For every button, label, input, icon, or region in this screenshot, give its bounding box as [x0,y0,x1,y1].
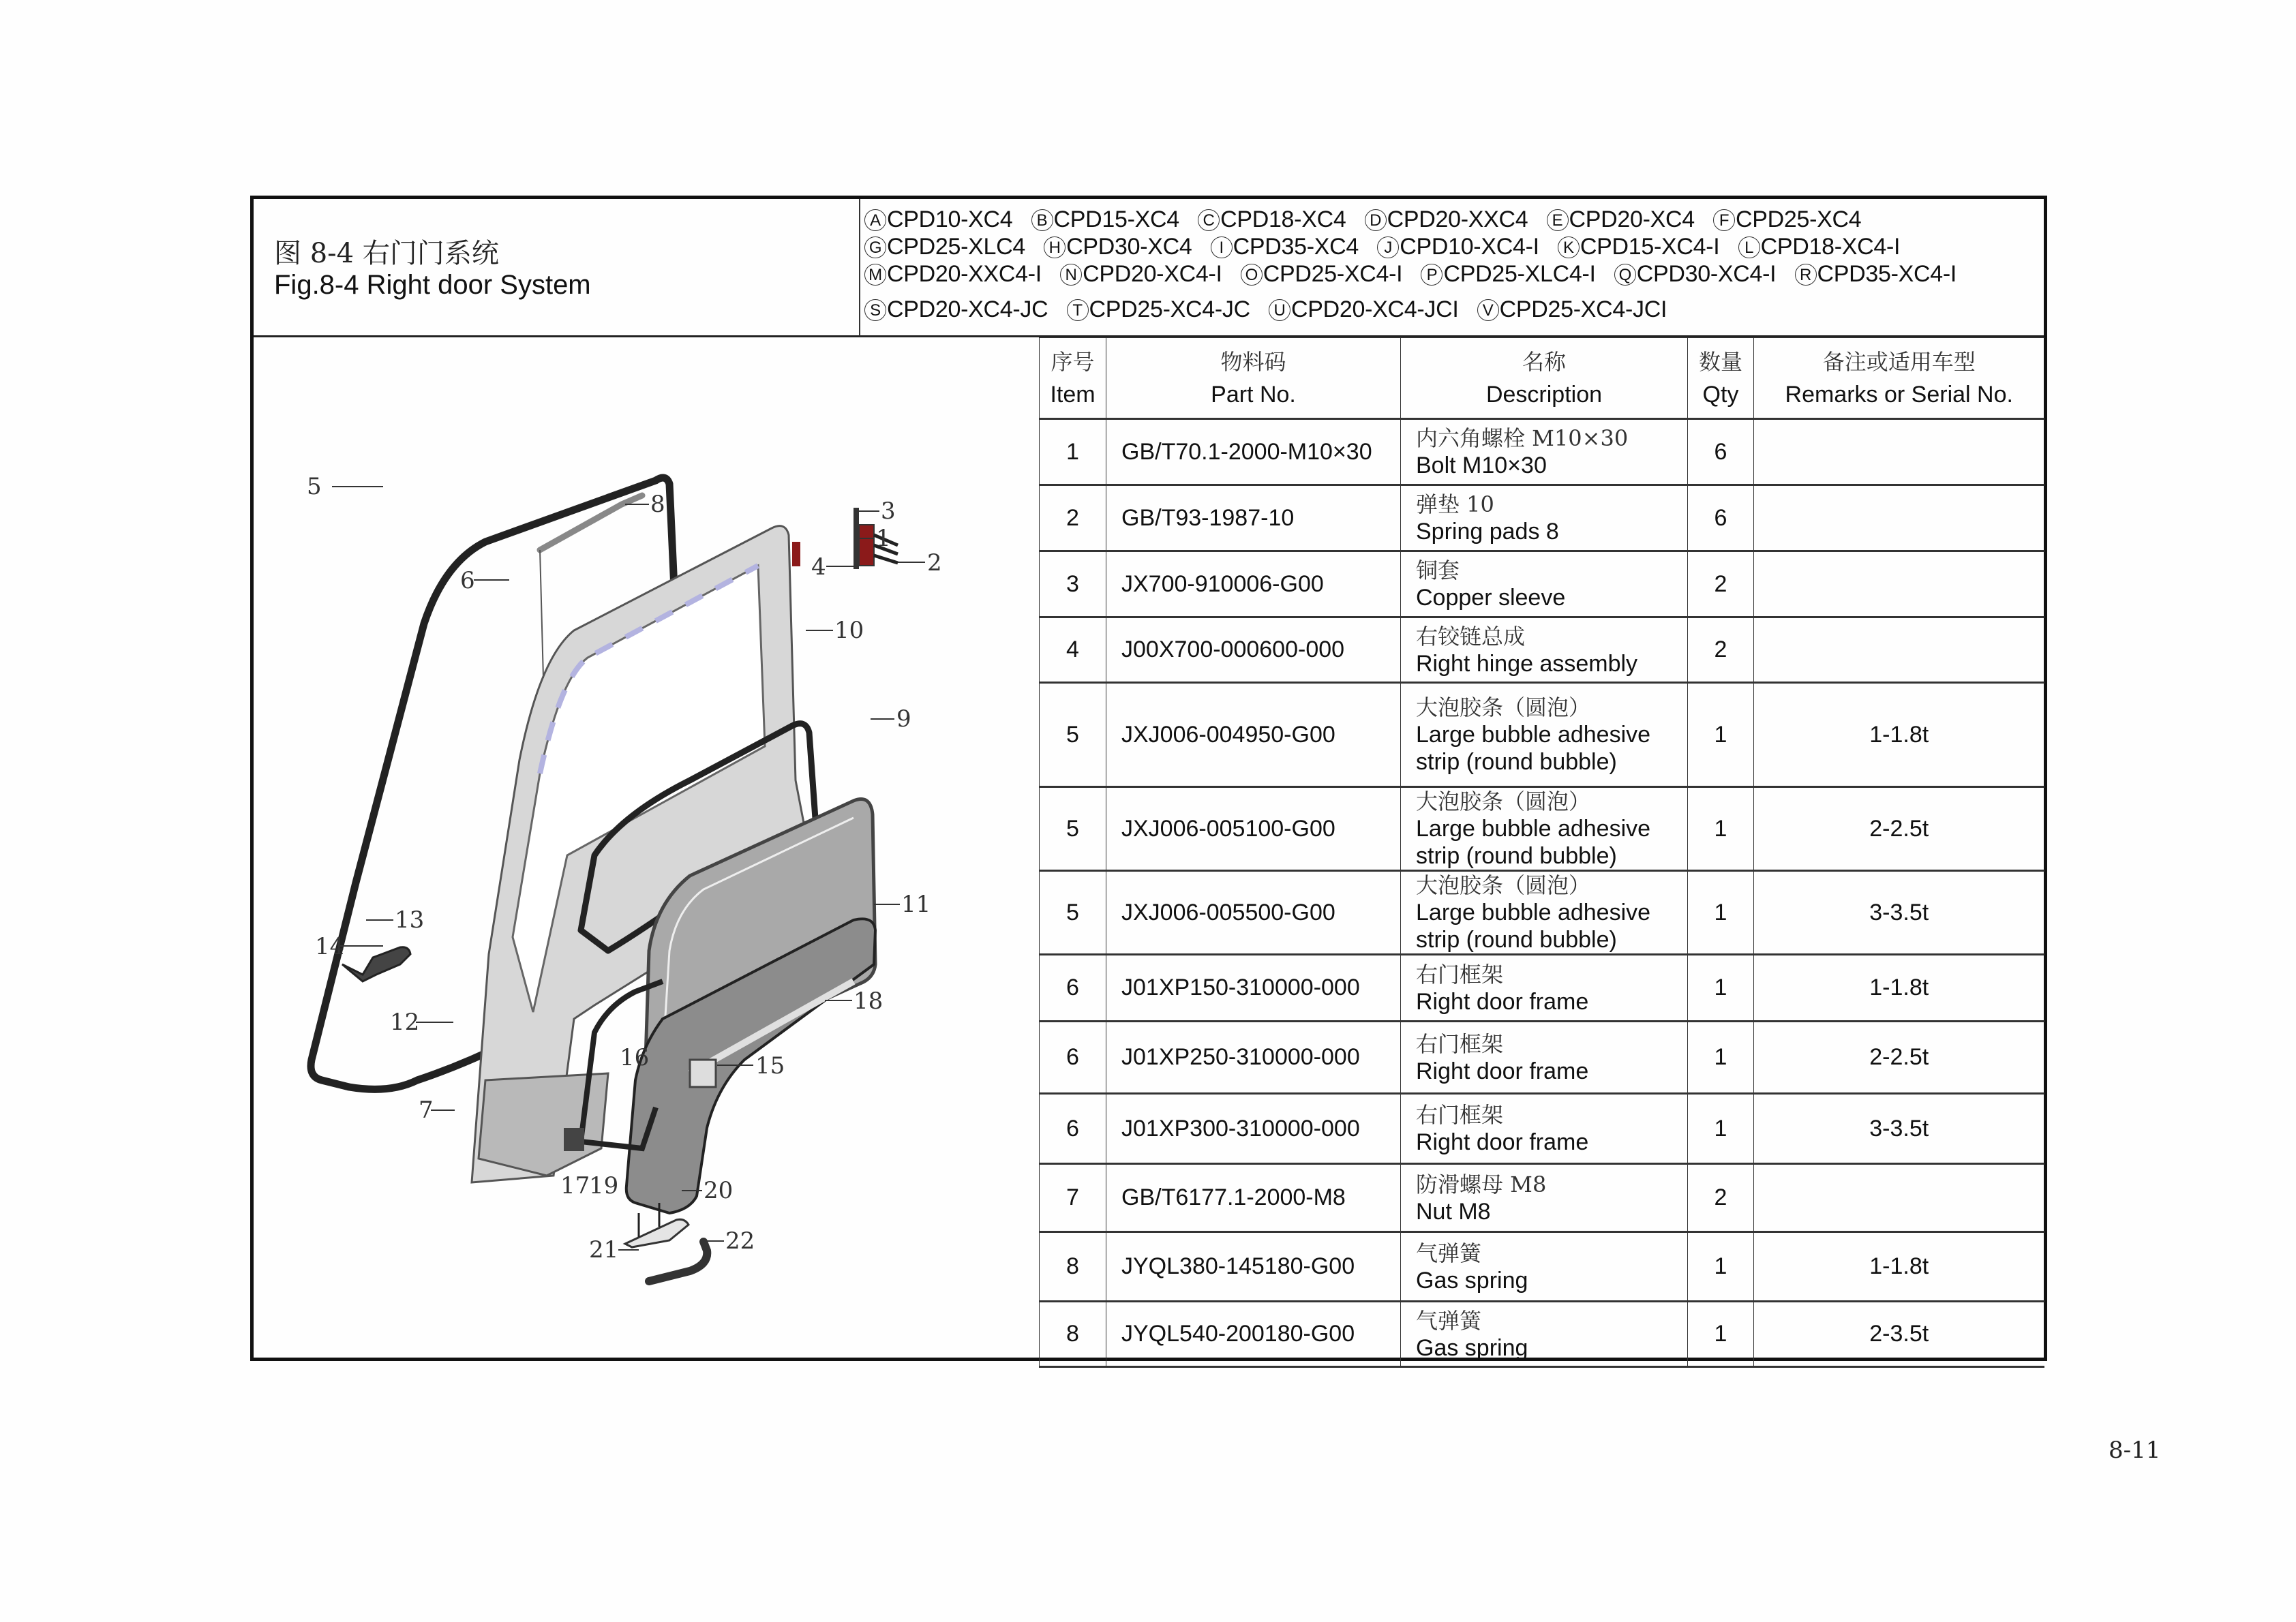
circled-letter-icon: R [1795,264,1817,286]
circled-letter-icon: E [1547,209,1569,231]
cell-description: 气弹簧 Gas spring [1401,1302,1688,1367]
cell-qty: 6 [1688,485,1754,551]
table-header-row [1040,338,2044,419]
figure-title-block [254,199,860,337]
cell-item: 8 [1040,1232,1106,1302]
cell-item: 6 [1040,1094,1106,1164]
applicable-models [860,199,2044,337]
circled-letter-icon: I [1211,236,1233,258]
cell-description: 右门框架 Right door frame [1401,1022,1688,1094]
callout-2: 2 [927,549,942,577]
model-item [1421,260,1595,288]
hinge-part-4 [859,525,874,566]
cell-item: 5 [1040,871,1106,955]
cell-part-no: J01XP150-310000-000 [1106,955,1401,1022]
cell-description: 弹垫 10 Spring pads 8 [1401,485,1688,551]
cell-description: 大泡胶条（圆泡） Large bubble adhesive strip (round bubble) [1401,683,1688,787]
models-line-1 [864,206,2044,233]
cell-part-no: GB/T70.1-2000-M10×30 [1106,419,1401,485]
callout-9: 9 [896,705,911,733]
circled-letter-icon: T [1067,299,1089,321]
cell-remarks [1754,551,2044,617]
cell-remarks: 2-2.5t [1754,787,2044,871]
callout-12: 12 [390,1009,420,1036]
cell-item: 5 [1040,683,1106,787]
cell-qty: 1 [1688,1302,1754,1367]
models-line-4 [864,296,2044,323]
cell-description: 防滑螺母 M8 Nut M8 [1401,1164,1688,1232]
model-name: CPD15-XC4-I [1580,234,1720,260]
circled-letter-icon: D [1365,209,1387,231]
cell-remarks: 2-3.5t [1754,1302,2044,1367]
cell-remarks: 1-1.8t [1754,1232,2044,1302]
callout-8: 8 [650,491,665,518]
table-row [1040,683,2044,787]
model-name: CPD20-XC4-I [1083,261,1222,287]
figure-title-en: Fig.8-4 Right door System [274,270,591,300]
cell-part-no: JXJ006-005500-G00 [1106,871,1401,955]
circled-letter-icon: N [1060,264,1082,286]
models-line-3 [864,260,2044,288]
callout-21: 21 [589,1236,619,1264]
figure-frame [250,196,2047,1361]
cell-item: 1 [1040,419,1106,485]
circled-letter-icon: M [864,264,886,286]
column-header-item: 序号 Item [1040,338,1106,419]
cell-item: 8 [1040,1302,1106,1367]
callout-4: 4 [811,553,826,581]
cell-qty: 1 [1688,1022,1754,1094]
callout-16: 16 [620,1044,650,1071]
model-item [1060,260,1222,288]
table-row [1040,617,2044,683]
door-handle-part-13 [342,947,410,981]
cell-qty: 2 [1688,617,1754,683]
column-header-part-no: 物料码 Part No. [1106,338,1401,419]
table-row [1040,419,2044,485]
circled-letter-icon: K [1558,236,1580,258]
model-name: CPD35-XC4 [1233,234,1359,260]
cell-part-no: JXJ006-004950-G00 [1106,683,1401,787]
cell-description: 大泡胶条（圆泡） Large bubble adhesive strip (round bubble) [1401,871,1688,955]
cell-item: 7 [1040,1164,1106,1232]
cell-remarks [1754,1164,2044,1232]
model-item [1713,206,1861,233]
circled-letter-icon: B [1031,209,1053,231]
circled-letter-icon: U [1269,299,1290,321]
circled-letter-icon: C [1198,209,1220,231]
cell-item: 3 [1040,551,1106,617]
circled-letter-icon: A [864,209,886,231]
model-item [1031,206,1179,233]
cell-part-no: GB/T6177.1-2000-M8 [1106,1164,1401,1232]
cell-item: 5 [1040,787,1106,871]
callout-10: 10 [834,617,864,644]
cell-qty: 1 [1688,683,1754,787]
cell-remarks [1754,617,2044,683]
model-name: CPD35-XC4-I [1817,261,1957,287]
exploded-diagram [254,337,1039,1358]
model-item [1547,206,1695,233]
model-item [1558,233,1720,260]
model-name: CPD25-XC4-JC [1089,296,1250,322]
table-row [1040,1164,2044,1232]
circled-letter-icon: P [1421,264,1442,286]
latch-part-18 [690,1060,716,1087]
model-name: CPD20-XC4-JC [887,296,1048,322]
callout-17: 17 [560,1172,590,1199]
cell-part-no: GB/T93-1987-10 [1106,485,1401,551]
circled-letter-icon: O [1241,264,1263,286]
model-item [1365,206,1528,233]
model-item [1211,233,1359,260]
table-row [1040,1302,2044,1367]
cell-part-no: J01XP300-310000-000 [1106,1094,1401,1164]
cell-description: 右门框架 Right door frame [1401,1094,1688,1164]
circled-letter-icon: S [864,299,886,321]
model-name: CPD25-XC4 [1736,206,1862,232]
callout-15: 15 [755,1052,785,1080]
cell-description: 内六角螺栓 M10×30 Bolt M10×30 [1401,419,1688,485]
callout-18: 18 [854,988,883,1015]
cell-remarks [1754,485,2044,551]
model-name: CPD25-XC4-I [1263,261,1403,287]
model-name: CPD10-XC4-I [1400,234,1539,260]
cell-qty: 1 [1688,787,1754,871]
step-plate-part-21 [625,1219,689,1247]
callout-3: 3 [881,498,896,525]
model-name: CPD18-XC4-I [1760,234,1901,260]
model-item [864,296,1048,323]
cell-part-no: JYQL380-145180-G00 [1106,1232,1401,1302]
model-name: CPD25-XC4-JCI [1499,296,1667,322]
cell-remarks: 2-2.5t [1754,1022,2044,1094]
cell-part-no: JYQL540-200180-G00 [1106,1302,1401,1367]
circled-letter-icon: G [864,236,886,258]
callout-7: 7 [419,1097,434,1124]
cell-description: 右门框架 Right door frame [1401,955,1688,1022]
table-row [1040,955,2044,1022]
cell-remarks: 1-1.8t [1754,955,2044,1022]
model-item [1269,296,1459,323]
cell-part-no: JX700-910006-G00 [1106,551,1401,617]
callout-5: 5 [307,473,322,500]
model-name: CPD20-XC4-JCI [1291,296,1459,322]
model-name: CPD30-XC4-I [1636,261,1777,287]
model-item [1067,296,1250,323]
cell-qty: 2 [1688,1164,1754,1232]
cell-qty: 1 [1688,955,1754,1022]
cell-remarks: 3-3.5t [1754,1094,2044,1164]
model-item [864,260,1042,288]
model-item [1738,233,1901,260]
callout-19: 19 [589,1172,619,1199]
callout-20: 20 [704,1177,734,1204]
figure-title-cn: 图 8-4 右门门系统 [274,238,499,269]
model-name: CPD20-XC4 [1569,206,1695,232]
grip-part-22 [649,1242,707,1281]
cell-description: 大泡胶条（圆泡） Large bubble adhesive strip (round bubble) [1401,787,1688,871]
models-line-2 [864,233,2044,260]
model-item [1241,260,1403,288]
model-name: CPD20-XXC4 [1387,206,1528,232]
cell-part-no: JXJ006-005100-G00 [1106,787,1401,871]
model-name: CPD25-XLC4-I [1443,261,1596,287]
circled-letter-icon: Q [1614,264,1636,286]
table-row [1040,1094,2044,1164]
cell-description: 铜套 Copper sleeve [1401,551,1688,617]
table-row [1040,551,2044,617]
model-item [1477,296,1667,323]
cell-part-no: J00X700-000600-000 [1106,617,1401,683]
column-header-qty: 数量 Qty [1688,338,1754,419]
table-row [1040,871,2044,955]
cell-item: 6 [1040,955,1106,1022]
callout-6: 6 [460,567,475,594]
cell-item: 2 [1040,485,1106,551]
circled-letter-icon: H [1044,236,1066,258]
circled-letter-icon: L [1738,236,1760,258]
callout-1: 1 [876,525,891,552]
model-item [864,206,1012,233]
model-item [864,233,1025,260]
circled-letter-icon: V [1477,299,1499,321]
model-name: CPD25-XLC4 [887,234,1025,260]
model-name: CPD15-XC4 [1053,206,1179,232]
cell-description: 气弹簧 Gas spring [1401,1232,1688,1302]
parts-table [1039,337,2044,1368]
callout-13: 13 [395,906,425,934]
cell-remarks: 3-3.5t [1754,871,2044,955]
lock-part-19 [564,1128,584,1151]
model-name: CPD18-XC4 [1220,206,1346,232]
model-item [1198,206,1346,233]
table-row [1040,787,2044,871]
column-header-description: 名称 Description [1401,338,1688,419]
callout-22: 22 [725,1227,755,1255]
cell-qty: 1 [1688,871,1754,955]
cell-description: 右铰链总成 Right hinge assembly [1401,617,1688,683]
cell-qty: 1 [1688,1232,1754,1302]
callout-11: 11 [901,891,931,918]
cell-remarks: 1-1.8t [1754,683,2044,787]
cell-part-no: J01XP250-310000-000 [1106,1022,1401,1094]
cell-item: 6 [1040,1022,1106,1094]
model-name: CPD30-XC4 [1066,234,1192,260]
callout-14: 14 [315,933,345,960]
circled-letter-icon: J [1377,236,1399,258]
table-row [1040,1232,2044,1302]
cell-qty: 1 [1688,1094,1754,1164]
column-header-remarks: 备注或适用车型 Remarks or Serial No. [1754,338,2044,419]
model-item [1044,233,1192,260]
model-name: CPD10-XC4 [887,206,1013,232]
model-item [1614,260,1777,288]
model-name: CPD20-XXC4-I [887,261,1042,287]
cell-qty: 2 [1688,551,1754,617]
model-item [1795,260,1957,288]
right-door-exploded-drawing [254,337,1039,1358]
page-number: 8-11 [2109,1437,2161,1464]
cell-qty: 6 [1688,419,1754,485]
circled-letter-icon: F [1713,209,1735,231]
cell-item: 4 [1040,617,1106,683]
table-row [1040,1022,2044,1094]
cell-remarks [1754,419,2044,485]
table-row [1040,485,2044,551]
model-item [1377,233,1539,260]
